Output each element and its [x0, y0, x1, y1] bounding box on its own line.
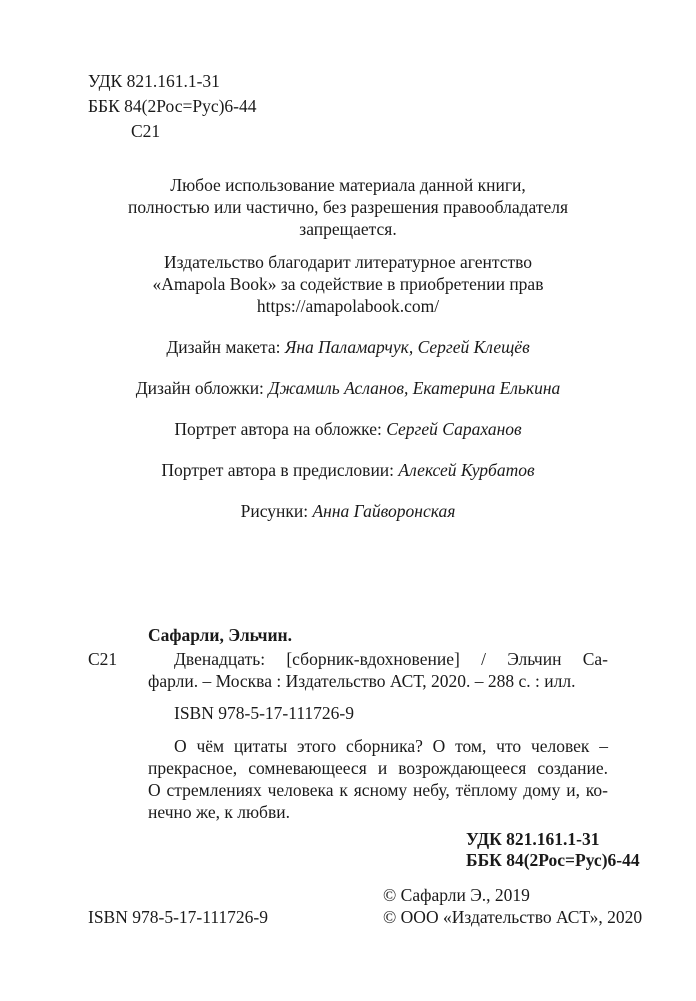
credit-name: Анна Гайворонская: [312, 501, 456, 521]
credit-label: Портрет автора в предисловии:: [161, 460, 399, 480]
credit-cover-design: [0, 377, 696, 399]
thanks-line-2: «Amapola Book» за содействие в приобретении прав: [152, 274, 544, 294]
footer-isbn: ISBN 978-5-17-111726-9: [88, 907, 269, 927]
notice-line-3: запрещается.: [299, 219, 397, 239]
author-sign-top: С21: [131, 121, 161, 141]
catalog-abstract-line-3: О стремлениях человека к ясному небу, тёплому дому и, ко-: [148, 780, 608, 800]
credit-name: Алексей Курбатов: [398, 460, 535, 480]
copyright-author: © Сафарли Э., 2019: [383, 885, 530, 905]
credit-label: Дизайн обложки:: [135, 378, 269, 398]
credit-name: Сергей Сараханов: [386, 419, 522, 439]
bbk-code-bottom: ББК 84(2Рос=Рус)6-44: [466, 850, 640, 870]
thanks-line-1: Издательство благодарит литературное агентство: [163, 252, 532, 272]
thanks-link[interactable]: https://amapolabook.com/: [256, 296, 440, 316]
notice-line-2: полностью или частично, без разрешения правообладателя: [127, 197, 569, 217]
catalog-abstract-line-1: О чём цитаты этого сборника? О том, что человек –: [174, 736, 608, 756]
credit-layout-design: [0, 336, 696, 358]
catalog-isbn: ISBN 978-5-17-111726-9: [174, 703, 355, 723]
credit-cover-portrait: [0, 418, 696, 440]
credit-illustrations: [0, 500, 696, 522]
catalog-desc-line-1: Двенадцать: [сборник-вдохновение] / Эльчин Са-: [174, 649, 608, 669]
catalog-desc-line-2: фарли. – Москва : Издательство АСТ, 2020. – 288 с. : илл.: [148, 671, 576, 691]
credit-label: Портрет автора на обложке:: [174, 419, 387, 439]
catalog-abstract-line-4: нечно же, к любви.: [148, 802, 290, 822]
catalog-sign: С21: [88, 649, 118, 669]
copyright-publisher: © ООО «Издательство АСТ», 2020: [383, 907, 643, 927]
catalog-author-heading: Сафарли, Эльчин.: [148, 625, 292, 645]
udk-code-top: УДК 821.161.1-31: [88, 71, 220, 91]
credit-name: Яна Паламарчук, Сергей Клещёв: [284, 337, 530, 357]
udk-code-bottom: УДК 821.161.1-31: [466, 829, 600, 849]
bbk-code-top: ББК 84(2Рос=Рус)6-44: [88, 96, 257, 116]
notice-line-1: Любое использование материала данной книги,: [170, 175, 526, 195]
credit-preface-portrait: [0, 459, 696, 481]
credit-label: Рисунки:: [240, 501, 313, 521]
credit-label: Дизайн макета:: [166, 337, 285, 357]
catalog-abstract-line-2: прекрасное, сомневающееся и возрождающееся создание.: [148, 758, 608, 778]
credit-name: Джамиль Асланов, Екатерина Елькина: [268, 378, 561, 398]
